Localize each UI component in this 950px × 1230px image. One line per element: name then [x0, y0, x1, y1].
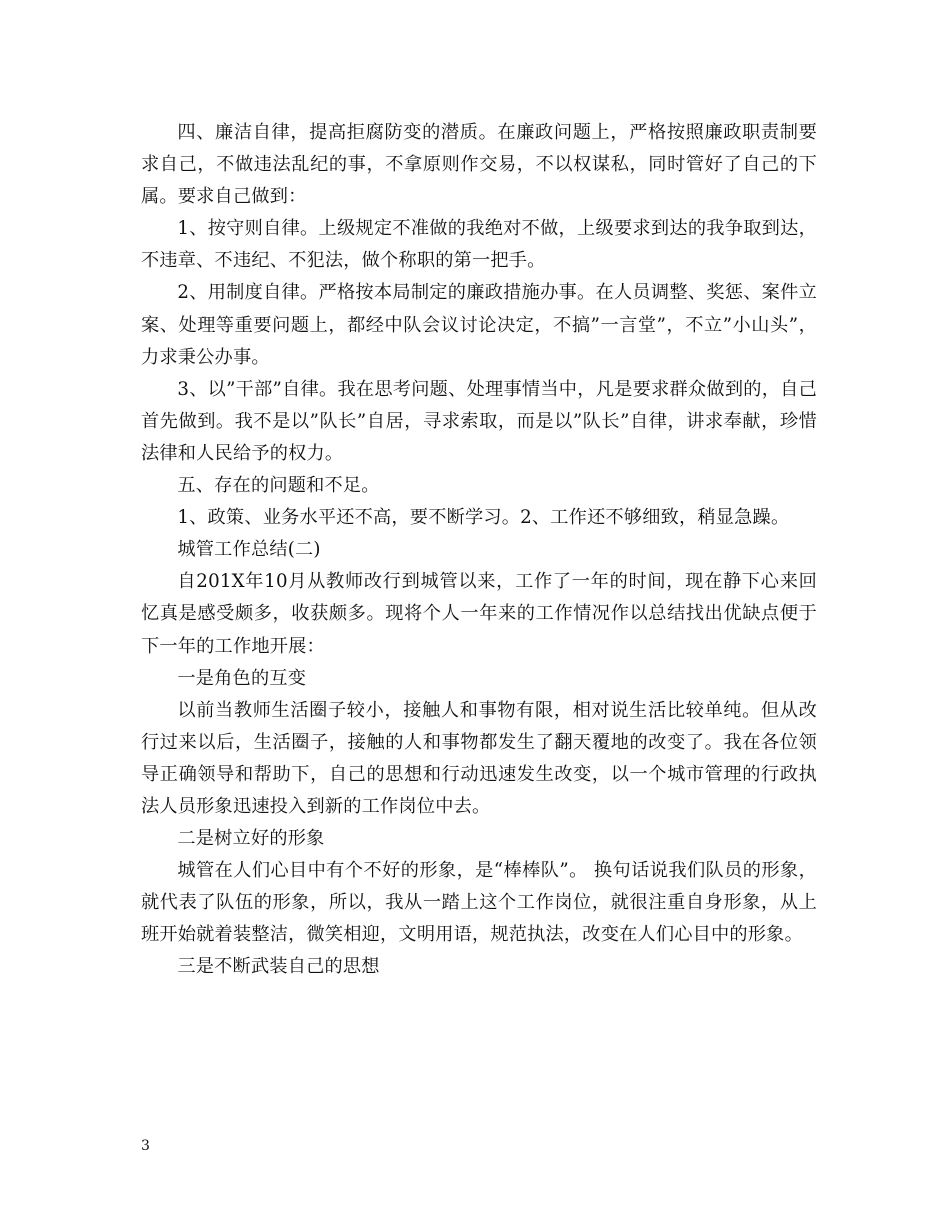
paragraph-rule-self-discipline: 1、按守则自律。上级规定不准做的我绝对不做，上级要求到达的我争取到达，不违章、不违纪、不犯法，做个称职的第一把手。: [141, 218, 817, 272]
document-body: [141, 117, 817, 984]
paragraph-integrity-self-discipline: 四、廉洁自律，提高拒腐防变的潜质。在廉政问题上，严格按照廉政职责制要求自己，不做违法乱纪的事，不拿原则作交易，不以权谋私，同时管好了自己的下属。要求自己做到：: [141, 122, 817, 208]
subheading-role-change: 一是角色的互变: [177, 667, 307, 689]
paragraph-role-change: 以前当教师生活圈子较小，接触人和事物有限，相对说生活比较单纯。但从改行过来以后，生活圈子，接触的人和事物都发生了翻天覆地的改变了。我在各位领导正确领导和帮助下，自己的思想和行动迅速发生改变，以一个城市管理的行政执法人员形象迅速投入到新的工作岗位中去。: [141, 699, 817, 817]
paragraph-good-image: 城管在人们心目中有个不好的形象，是“棒棒队”。 换句话说我们队员的形象，就代表了队伍的形象，所以，我从一踏上这个工作岗位，就很注重自身形象，从上班开始就着装整洁，微笑相迎，文明用语，规范执法，改变在人们心目中的形象。: [141, 860, 818, 946]
subheading-arm-thinking: 三是不断武装自己的思想: [177, 956, 380, 978]
subheading-good-image: 二是树立好的形象: [177, 828, 325, 850]
paragraph-problems-heading: 五、存在的问题和不足。: [177, 475, 380, 497]
paragraph-cadre-self-discipline: 3、以”干部”自律。我在思考问题、处理事情当中，凡是要求群众做到的，自己首先做到。我不是以”队长”自居，寻求索取，而是以”队长”自律，讲求奉献，珍惜法律和人民给予的权力。: [141, 378, 817, 464]
paragraph-system-self-discipline: 2、用制度自律。严格按本局制定的廉政措施办事。在人员调整、奖惩、案件立案、处理等重要问题上，都经中队会议讨论决定，不搞”一言堂”，不立”小山头”，力求秉公办事。: [141, 282, 817, 368]
paragraph-summary-intro: 自201X年10月从教师改行到城管以来，工作了一年的时间，现在静下心来回忆真是感受颇多，收获颇多。现将个人一年来的工作情况作以总结找出优缺点便于下一年的工作地开展：: [141, 571, 817, 657]
paragraph-problems-list: 1、政策、业务水平还不高，要不断学习。2、工作还不够细致，稍显急躁。: [177, 507, 790, 529]
section-title-summary-two: 城管工作总结(二): [177, 539, 321, 561]
page-number: 3: [141, 1138, 150, 1154]
